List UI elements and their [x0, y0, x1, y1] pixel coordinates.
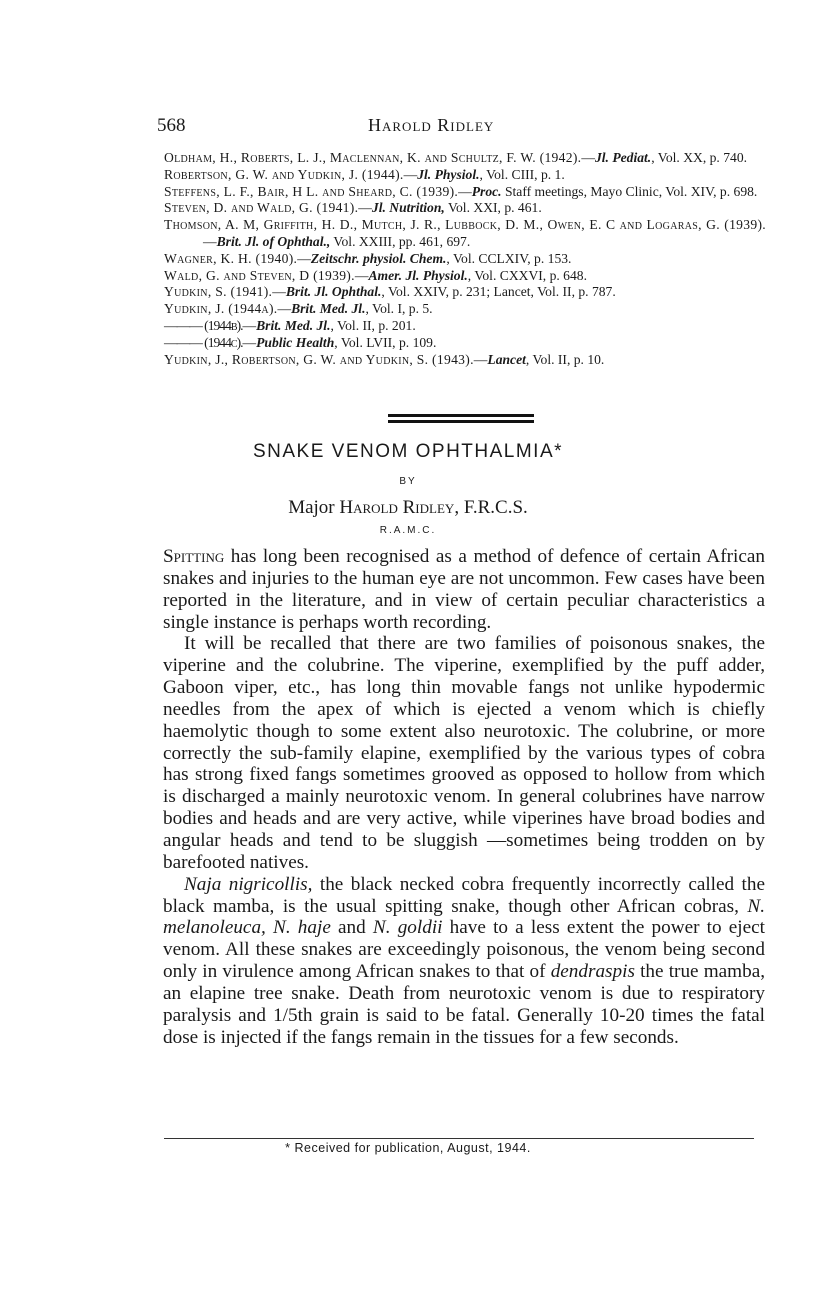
reference-details: , Vol. LVII, p. 109. — [334, 334, 437, 350]
author-line — [0, 497, 816, 519]
reference-authors: Yudkin, J. (1944a). — [164, 301, 278, 317]
reference-item: Steffens, L. F., Bair, H L. and Sheard, C. (1939).—Proc. Staff meetings, Mayo Clinic, Vol. XIV, p. 698. — [164, 183, 758, 199]
page-number: 568 — [157, 115, 186, 136]
genus-name: dendraspis — [550, 961, 635, 983]
reference-item: Wagner, K. H. (1940).—Zeitschr. physiol. Chem., Vol. CCLXIV, p. 153. — [164, 250, 572, 266]
reference-details: , Vol. CCLXIV, p. 153. — [446, 250, 572, 266]
article-body — [163, 546, 765, 1048]
reference-authors: Thomson, A. M, Griffith, H. D., Mutch, J. R., Lubbock, D. M., Owen, E. C and Logaras, G. (1939). — [164, 217, 766, 233]
reference-authors: ——— (1944b). — [164, 317, 243, 333]
author-affiliation: R.A.M.C. — [379, 525, 437, 536]
reference-details: , Vol. CXXVI, p. 648. — [467, 267, 587, 283]
species-name: N. goldii — [372, 917, 443, 939]
reference-details: , Vol. I, p. 5. — [365, 301, 433, 317]
reference-item: Thomson, A. M, Griffith, H. D., Mutch, J. R., Lubbock, D. M., Owen, E. C and Logaras, G. (1939).—Brit. Jl. of Ophthal., Vol. XXIII, pp. 461, 697. — [164, 217, 766, 249]
reference-journal: Brit. Jl. Ophthal. — [285, 284, 382, 300]
title-divider — [388, 420, 534, 423]
reference-journal: Jl. Pediat. — [594, 150, 652, 165]
author-rank: Major — [288, 497, 340, 518]
reference-details: Vol. XXI, p. 461. — [444, 200, 542, 216]
body-paragraph: It will be recalled that there are two families of poisonous snakes, the viperine and the colubrine. The viperine, exemplified by the puff adder, Gaboon viper, etc., has long thin movable fangs not unlike hypodermic needles from the apex of which is ejected a venom which is chiefly haemolytic though to some extent also neurotoxic. The colubrine, or more correctly the sub-family elapine, exemplified by the various types of cobra has strong fixed fangs sometimes grooved as opposed to hollow from which is discharged a mainly neurotoxic venom. In general colubrines have narrow bodies and heads and are very active, while viperines have broad bodies and angular heads and tend to be sluggish —sometimes being trodden on by barefooted natives. — [163, 633, 765, 873]
reference-journal: Brit. Med. Jl. — [291, 301, 366, 317]
reference-item: Yudkin, S. (1941).—Brit. Jl. Ophthal., Vol. XXIV, p. 231; Lancet, Vol. II, p. 787. — [164, 284, 616, 300]
reference-authors: Steven, D. and Wald, G. (1941). — [164, 200, 359, 216]
reference-authors: Oldham, H., Roberts, L. J., Maclennan, K. and Schultz, F. W. (1942). — [164, 150, 582, 165]
reference-journal: Public Health — [256, 334, 335, 350]
reference-authors: Robertson, G. W. and Yudkin, J. (1944). — [164, 166, 404, 182]
by-line: BY — [399, 476, 417, 487]
reference-item: ——— (1944c).—Public Health, Vol. LVII, p. 109. — [164, 334, 437, 350]
reference-item: Yudkin, J. (1944a).—Brit. Med. Jl., Vol. I, p. 5. — [164, 301, 433, 317]
article-title: SNAKE VENOM OPHTHALMIA* — [252, 441, 564, 462]
reference-details: , Vol. CIII, p. 1. — [479, 166, 565, 182]
reference-authors: ——— (1944c). — [164, 334, 243, 350]
reference-details: , Vol. XXIV, p. 231; Lancet, Vol. II, p. 787. — [381, 284, 616, 300]
paragraph-text: have to a less extent the power to eject venom. All these snakes are exceedingly poisonous, the venom being second only in virulence among African snakes to that of — [163, 917, 765, 983]
reference-authors: Wald, G. and Steven, D (1939). — [164, 267, 355, 283]
reference-details: Staff meetings, Mayo Clinic, Vol. XIV, p. 698. — [501, 183, 758, 199]
reference-authors: Steffens, L. F., Bair, H L. and Sheard, C. (1939). — [164, 183, 459, 199]
reference-list — [164, 150, 766, 368]
author-name: Harold Ridley — [339, 497, 455, 518]
footnote-divider — [164, 1138, 754, 1139]
reference-authors: Yudkin, S. (1941). — [164, 284, 273, 300]
paragraph-lead: Spitting — [163, 546, 225, 567]
reference-journal: Jl. Physiol. — [417, 166, 480, 182]
reference-authors: Yudkin, J., Robertson, G. W. and Yudkin, S. (1943). — [164, 351, 474, 367]
species-name: Naja nigricollis, — [184, 873, 313, 895]
reference-journal: Zeitschr. physiol. Chem. — [310, 250, 447, 266]
paragraph-text: has long been recognised as a method of defence of certain African snakes and injuries to the human eye are not uncommon. Few cases have been reported in the literature, and in view of certain peculiar characteristics a single instance is perhaps worth recording. — [163, 546, 765, 633]
title-divider — [388, 414, 534, 417]
paragraph-text: and — [330, 917, 373, 939]
reference-details: , Vol. XX, p. 740. — [651, 150, 748, 165]
reference-journal: Brit. Med. Jl. — [256, 317, 331, 333]
body-paragraph — [163, 874, 765, 1049]
reference-item: ——— (1944b).—Brit. Med. Jl., Vol. II, p. 201. — [164, 317, 416, 333]
reference-journal: Brit. Jl. of Ophthal., — [216, 233, 331, 249]
reference-journal: Proc. — [471, 183, 502, 199]
body-paragraph — [163, 546, 765, 633]
reference-item: Wald, G. and Steven, D (1939).—Amer. Jl. Physiol., Vol. CXXVI, p. 648. — [164, 267, 587, 283]
reference-item: Robertson, G. W. and Yudkin, J. (1944).—Jl. Physiol., Vol. CIII, p. 1. — [164, 166, 565, 182]
reference-journal: Amer. Jl. Physiol. — [368, 267, 468, 283]
reference-details: , Vol. II, p. 10. — [525, 351, 605, 367]
paragraph-text: the true mamba, an elapine tree snake. Death from neurotoxic venom is due to respiratory paralysis and 1/5th grain is said to be fatal. Generally 10-20 times the fatal dose is injected if the fangs remain in the tissues for a few seconds. — [163, 961, 766, 1048]
running-head: Harold Ridley — [368, 115, 495, 135]
reference-details: Vol. XXIII, pp. 461, 697. — [330, 233, 471, 249]
reference-authors: Wagner, K. H. (1940). — [164, 250, 298, 266]
species-name: N. melanoleuca, N. haje — [163, 895, 765, 939]
reference-item: Steven, D. and Wald, G. (1941).—Jl. Nutrition, Vol. XXI, p. 461. — [164, 200, 542, 216]
reference-item: Oldham, H., Roberts, L. J., Maclennan, K. and Schultz, F. W. (1942).—Jl. Pediat., Vol. XX, p. 740. — [164, 150, 748, 165]
reference-journal: Jl. Nutrition, — [371, 200, 445, 216]
reference-journal: Lancet — [487, 351, 526, 367]
paragraph-text: the black necked cobra frequently incorrectly called the black mamba, is the usual spitting snake, though other African cobras, — [163, 873, 765, 917]
author-degree: , F.R.C.S. — [454, 497, 528, 518]
reference-item: Yudkin, J., Robertson, G. W. and Yudkin, S. (1943).—Lancet, Vol. II, p. 10. — [164, 351, 605, 367]
footnote: * Received for publication, August, 1944. — [285, 1141, 531, 1155]
reference-details: , Vol. II, p. 201. — [330, 317, 416, 333]
